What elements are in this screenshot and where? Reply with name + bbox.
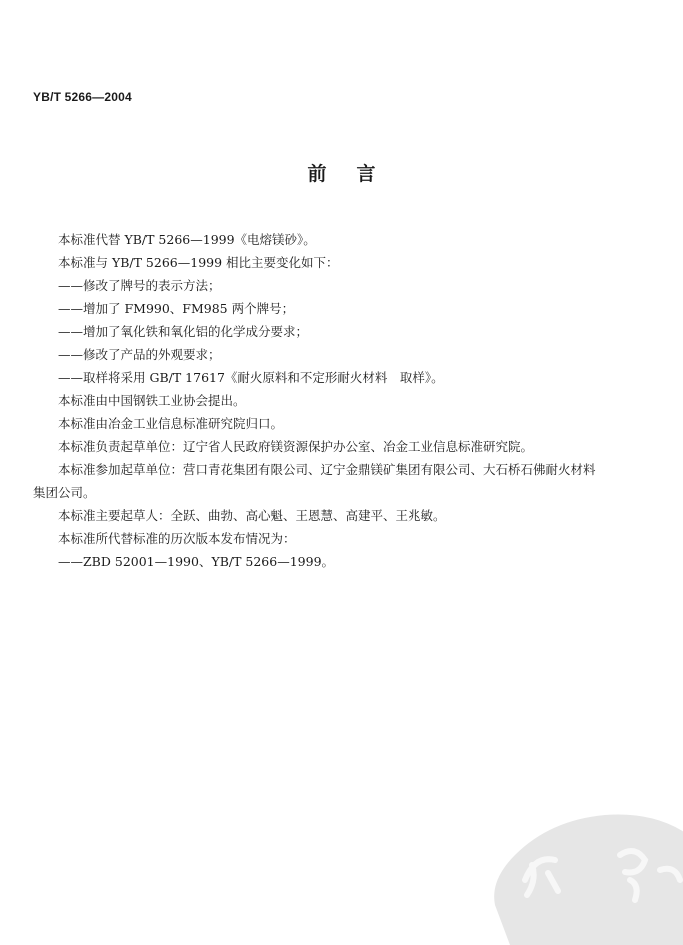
participating-units-line-2: 集团公司。 bbox=[33, 485, 96, 500]
paragraph-replaces: 本标准代替 YB/T 5266—1999《电熔镁砂》。 bbox=[58, 232, 316, 247]
page-title: 前言 bbox=[307, 163, 406, 185]
paragraph-history-versions: ——ZBD 52001—1990、YB/T 5266—1999。 bbox=[58, 554, 335, 569]
paragraph-changes-intro: 本标准与 YB/T 5266—1999 相比主要变化如下： bbox=[58, 255, 339, 270]
paragraph-responsible-units: 本标准负责起草单位：辽宁省人民政府镁资源保护办公室、冶金工业信息标准研究院。 bbox=[58, 439, 534, 454]
foreword-body bbox=[33, 228, 665, 573]
change-item-sampling: ——取样将采用 GB/T 17617《耐火原料和不定形耐火材料 取样》。 bbox=[58, 370, 444, 385]
change-item-appearance: ——修改了产品的外观要求； bbox=[58, 347, 221, 362]
standard-code-header: YB/T 5266—2004 bbox=[33, 90, 132, 104]
paragraph-history-intro: 本标准所代替标准的历次版本发布情况为： bbox=[58, 531, 296, 546]
paragraph-participating-units bbox=[33, 458, 665, 504]
participating-units-line-1: 本标准参加起草单位：营口青花集团有限公司、辽宁金鼎镁矿集团有限公司、大石桥石佛耐火材料 bbox=[58, 462, 596, 477]
change-item-grade-notation: ——修改了牌号的表示方法； bbox=[58, 278, 221, 293]
paragraph-proposed-by: 本标准由中国钢铁工业协会提出。 bbox=[58, 393, 246, 408]
watermark-stamp-icon bbox=[470, 785, 683, 945]
paragraph-drafters: 本标准主要起草人：全跃、曲勃、高心魁、王恩慧、高建平、王兆敏。 bbox=[58, 508, 446, 523]
change-item-new-grades: ——增加了 FM990、FM985 两个牌号； bbox=[58, 301, 295, 316]
change-item-chemical-requirements: ——增加了氧化铁和氧化铝的化学成分要求； bbox=[58, 324, 309, 339]
paragraph-centralized-by: 本标准由冶金工业信息标准研究院归口。 bbox=[58, 416, 284, 431]
